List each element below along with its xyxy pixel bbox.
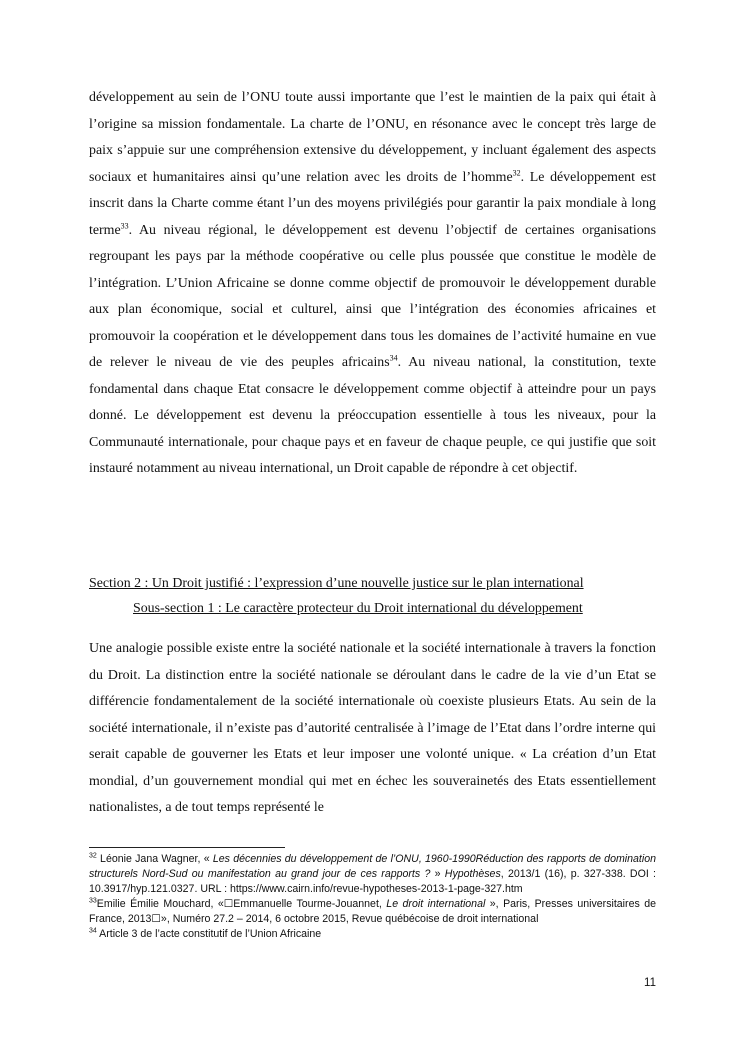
footnote-ref-33[interactable]: 33	[120, 220, 129, 230]
footnote-text: »	[430, 868, 445, 880]
cited-title: Les décennies du développement de l’ONU, 1960-1990Réduction des rapports de domination structurels Nord-Sud ou manifestation au grand jour de ces rapports ?	[89, 853, 656, 880]
paragraph-text: . Au niveau national, la constitution, texte fondamental dans chaque Etat consacre le développement comme objectif à atteindre pour un pays donné. Le développement est devenu la préoccupation essentielle à tous les niveaux, pour la Communauté internationale, pour chaque pays et en faveur de chaque peuple, ce qui justifie que soit instauré notamment au niveau international, un Droit capable de répondre à cet objectif.	[89, 355, 656, 476]
footnote-text: , 2013/1 (16), p. 327-338. DOI : 10.3917/hyp.121.0327. URL : https://www.cairn.info/revue-hypotheses-2013-1-page-327.htm	[89, 868, 656, 895]
footnote-number: 34	[89, 927, 97, 935]
footnote-text: », Paris, Presses universitaires de France, 2013☐», Numéro 27.2 – 2014, 6 octobre 2015, Revue québécoise de droit international	[89, 898, 656, 925]
cited-title: Le droit international	[386, 898, 486, 910]
section-heading: Section 2 : Un Droit justifié : l’expression d’une nouvelle justice sur le plan international	[89, 576, 584, 591]
footnote-text: Léonie Jana Wagner, «	[96, 853, 213, 865]
page-number: 11	[644, 977, 656, 989]
paragraph-text: développement au sein de l’ONU toute aussi importante que l’est le maintien de la paix qui était à l’origine sa mission fondamentale. La charte de l’ONU, en résonance avec le concept très large de paix s’appuie sur une compréhension extensive du développement, y incluant également des aspects sociaux et humanitaires ainsi qu’une relation avec les droits de l’homme	[89, 90, 656, 185]
footnotes	[89, 852, 656, 942]
body-paragraph	[89, 85, 656, 483]
footnote-32	[89, 852, 656, 897]
footnote-34	[89, 927, 656, 942]
body-paragraph: Une analogie possible existe entre la société nationale et la société internationale à travers la fonction du Droit. La distinction entre la société nationale se déroulant dans le cadre de la vie d’un Etat se différencie fondamentalement de la société internationale où coexiste plusieurs Etats. Au sein de la société internationale, il n’existe pas d’autorité centralisée à l’image de l’Etat dans l’ordre interne qui serait capable de gouverner les Etats et leur imposer une volonté unique. « La création d’un Etat mondial, d’un gouvernement mondial qui met en échec les souverainetés des Etats essentiellement nationalistes, a de tout temps représenté le	[89, 641, 656, 815]
footnote-33	[89, 897, 656, 927]
journal-name: Hypothèses	[444, 868, 501, 880]
footnote-text: Article 3 de l’acte constitutif de l’Union Africaine	[96, 928, 322, 940]
footnote-ref-32[interactable]: 32	[512, 167, 521, 177]
footnote-number: 33	[89, 897, 97, 905]
subsection-heading: Sous-section 1 : Le caractère protecteur du Droit international du développement	[133, 601, 583, 616]
footnote-separator	[89, 847, 285, 848]
footnote-number: 32	[89, 852, 97, 860]
paragraph-text: . Le développement est inscrit dans la Charte comme étant l’un des moyens privilégiés pour garantir la paix mondiale à long terme	[89, 169, 656, 238]
footnote-text: Emilie Émilie Mouchard, «☐Emmanuelle Tourme-Jouannet,	[96, 898, 387, 910]
footnote-ref-34[interactable]: 34	[389, 353, 398, 363]
paragraph-text: . Au niveau régional, le développement est devenu l’objectif de certaines organisations regroupant les pays par la méthode coopérative ou celle plus poussée que constitue le modèle de l’intégration. L’Union Africaine se donne comme objectif de promouvoir le développement durable aux plan économique, social et culturel, ainsi que l’intégration des économies africaines et promouvoir la coopération et le développement dans tous les domaines de l’activité humaine en vue de relever le niveau de vie des peuples africains	[89, 222, 656, 370]
